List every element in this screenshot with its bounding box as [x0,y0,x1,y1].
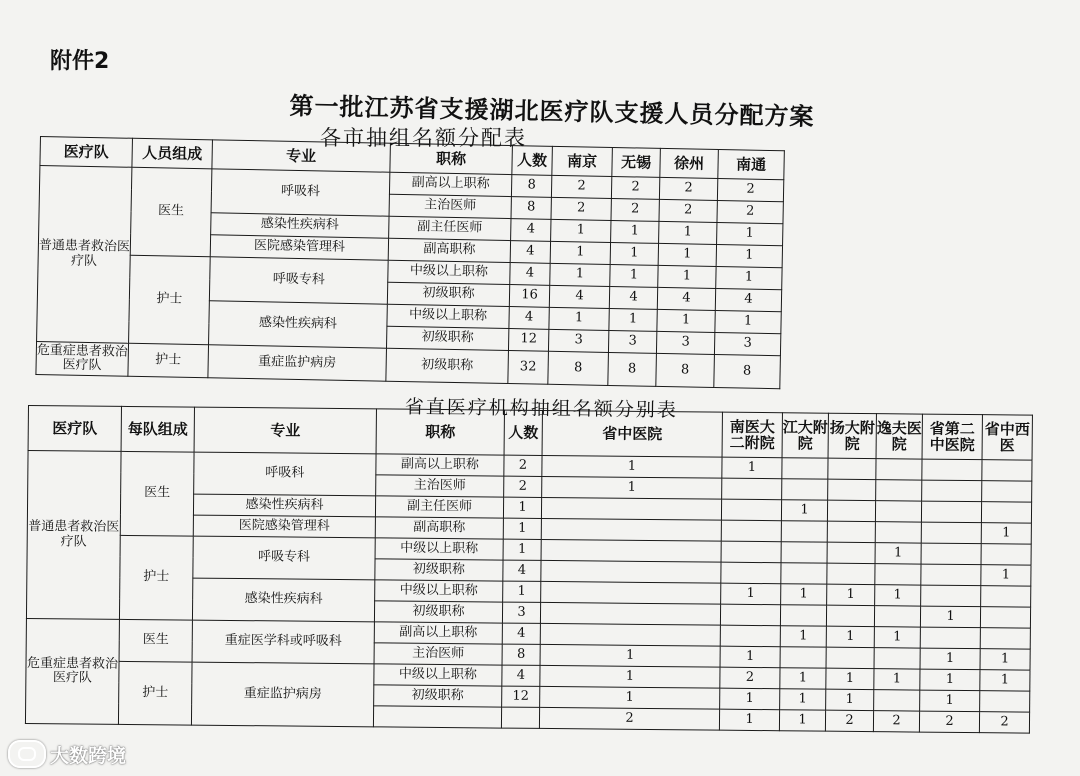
count-cell: 1 [503,518,541,539]
count-cell: 2 [504,455,542,476]
value-cell [540,602,720,625]
major-cell: 医院感染管理科 [193,515,375,538]
value-cell: 2 [717,201,783,224]
title-cell: 副高以上职称 [376,454,504,476]
value-cell: 1 [874,669,920,690]
value-cell: 3 [656,331,714,354]
header-cell: 职称 [376,409,504,455]
value-cell [540,623,720,646]
value-cell [721,562,781,584]
role-cell: 护士 [119,535,193,620]
role-cell: 护士 [128,343,209,378]
value-cell: 1 [716,245,782,268]
value-cell: 2 [611,176,659,199]
value-cell: 4 [549,285,609,308]
value-cell: 1 [781,584,827,605]
major-cell: 呼吸科 [211,169,390,216]
value-cell: 1 [826,668,874,689]
value-cell: 1 [610,264,658,287]
value-cell: 1 [540,665,720,688]
value-cell [980,691,1030,712]
value-cell [981,544,1031,565]
value-cell: 1 [659,221,717,244]
title-cell: 副高职称 [375,517,503,539]
value-cell [980,607,1030,628]
value-cell [876,459,922,480]
value-cell [720,604,780,626]
value-cell: 1 [542,455,722,478]
count-cell: 4 [502,623,540,644]
header-cell: 无锡 [612,147,661,177]
major-cell: 感染性疾病科 [211,213,389,238]
value-cell [541,518,721,541]
value-cell [541,539,721,562]
value-cell: 1 [780,689,826,710]
value-cell [827,500,875,521]
value-cell [780,605,826,626]
header-cell: 医疗队 [40,137,133,168]
title-cell: 副高职称 [388,238,510,262]
value-cell: 1 [550,241,610,264]
table1-caption: 各市抽组名额分配表 [320,126,527,150]
title-cell: 初级职称 [374,685,502,707]
count-cell: 4 [511,219,551,242]
value-cell: 8 [608,352,657,386]
value-cell: 3 [548,329,608,352]
header-cell: 每队组成 [121,406,194,452]
value-cell [874,648,920,669]
role-cell: 医生 [119,619,192,662]
header-cell: 南医大二附院 [722,412,782,458]
title-cell: 初级职称 [374,601,502,623]
value-cell [828,458,876,479]
value-cell [980,628,1030,649]
document-title: 第一批江苏省支援湖北医疗队支援人员分配方案 [289,91,815,131]
value-cell: 1 [780,668,826,689]
header-cell: 逸夫医院 [876,414,922,459]
value-cell [782,479,828,500]
value-cell: 1 [981,565,1031,586]
value-cell: 1 [716,267,782,290]
value-cell: 2 [717,179,783,202]
value-cell: 1 [980,649,1030,670]
value-cell [780,647,826,668]
value-cell [875,522,921,543]
major-cell: 呼吸专科 [193,536,375,580]
value-cell [920,627,980,649]
count-cell: 12 [508,329,548,352]
title-cell: 中级以上职称 [374,664,502,686]
value-cell: 8 [714,354,781,388]
value-cell [922,480,982,502]
value-cell: 1 [980,670,1030,691]
city-allocation-table [35,136,784,389]
value-cell: 2 [611,198,659,221]
value-cell: 1 [609,308,657,331]
title-cell: 主治医师 [389,194,511,218]
value-cell: 1 [540,644,720,667]
institution-allocation-table [25,405,1033,734]
value-cell: 4 [657,287,715,310]
value-cell [876,480,922,501]
value-cell [921,501,981,523]
value-cell [720,625,780,647]
value-cell: 2 [825,710,873,731]
role-cell: 护士 [118,661,192,725]
value-cell: 1 [827,584,875,605]
value-cell: 1 [826,689,874,710]
value-cell [781,521,827,542]
value-cell: 1 [540,686,720,709]
count-cell: 16 [509,285,549,308]
title-cell: 中级以上职称 [375,538,503,560]
header-cell: 省中医院 [542,410,722,457]
role-cell: 护士 [129,255,211,345]
value-cell: 1 [715,310,781,333]
value-cell [781,542,827,563]
title-cell: 初级职称 [375,559,503,581]
value-cell: 1 [611,220,659,243]
value-cell [982,481,1032,502]
value-cell: 1 [874,627,920,648]
value-cell: 2 [873,711,919,732]
role-cell: 医生 [120,451,194,536]
title-cell: 初级职称 [387,282,509,306]
value-cell: 2 [919,711,979,733]
title-cell [373,706,501,728]
value-cell: 1 [658,243,716,266]
major-cell: 感染性疾病科 [209,301,388,348]
team-cell: 普通患者救治医疗队 [26,451,121,620]
value-cell: 3 [714,332,780,355]
title-cell: 中级以上职称 [388,260,510,284]
value-cell [981,502,1031,523]
title-cell: 初级职称 [386,348,509,383]
value-cell: 1 [920,606,980,628]
value-cell: 2 [659,177,717,200]
title-cell: 中级以上职称 [387,304,509,328]
header-cell: 徐州 [660,148,719,178]
title-cell: 副主任医师 [375,496,503,518]
value-cell [541,581,721,604]
title-cell: 主治医师 [374,643,502,665]
value-cell: 1 [549,307,609,330]
value-cell: 1 [551,219,611,242]
institution-allocation-table-wrapper [25,405,1033,734]
value-cell: 1 [779,710,825,731]
value-cell: 1 [542,476,722,499]
watermark [8,740,126,768]
header-cell: 人员组成 [132,138,213,169]
title-cell: 主治医师 [376,475,504,497]
header-cell: 人数 [504,410,542,455]
value-cell [826,605,874,626]
header-cell: 省中西医 [982,415,1032,460]
value-cell: 3 [608,330,656,353]
value-cell: 1 [781,500,827,521]
major-cell: 感染性疾病科 [193,494,375,517]
value-cell: 1 [720,646,780,668]
value-cell: 1 [875,585,921,606]
value-cell: 1 [920,648,980,670]
title-cell: 副高以上职称 [374,622,502,644]
count-cell: 4 [509,307,549,330]
watermark-logo-icon [8,740,46,768]
title-cell: 初级职称 [386,326,508,350]
value-cell: 1 [920,669,980,691]
count-cell: 4 [510,263,550,286]
count-cell: 2 [504,476,542,497]
count-cell: 1 [503,539,541,560]
value-cell: 1 [550,263,610,286]
value-cell: 1 [720,688,780,710]
attachment-label: 附件2 [50,49,110,74]
count-cell: 1 [503,581,541,602]
team-cell: 危重症患者救治医疗队 [36,341,129,376]
count-cell: 12 [502,686,540,707]
header-cell: 扬大附院 [828,413,876,458]
major-cell: 重症监护病房 [208,345,387,381]
value-cell: 2 [979,712,1029,733]
header-cell: 专业 [212,140,391,172]
team-cell: 普通患者救治医疗队 [37,166,132,344]
value-cell [922,459,982,481]
count-cell: 8 [511,175,551,198]
major-cell: 呼吸科 [194,452,376,496]
value-cell [827,521,875,542]
value-cell: 1 [722,457,782,479]
count-cell: 4 [510,241,550,264]
value-cell [827,563,875,584]
value-cell [874,690,920,711]
value-cell: 1 [610,242,658,265]
major-cell: 重症医学科或呼吸科 [192,620,374,664]
header-cell: 人数 [512,146,553,176]
value-cell: 8 [548,351,609,385]
value-cell: 1 [981,523,1031,544]
header-cell: 南京 [552,146,613,176]
value-cell: 1 [717,223,783,246]
major-cell: 重症监护病房 [191,662,374,727]
value-cell: 2 [539,707,719,730]
value-cell [921,585,981,607]
count-cell: 4 [503,560,541,581]
value-cell: 2 [720,667,780,689]
value-cell: 2 [551,197,611,220]
watermark-text: 大数跨境 [50,744,127,767]
value-cell [721,499,781,521]
value-cell: 2 [551,175,611,198]
value-cell [722,478,782,500]
header-cell: 南通 [718,150,785,180]
count-cell [501,707,539,728]
header-cell: 专业 [194,407,376,454]
value-cell: 1 [826,626,874,647]
value-cell [721,520,781,542]
value-cell: 8 [656,353,715,387]
count-cell: 32 [508,351,549,385]
value-cell [874,606,920,627]
value-cell [875,564,921,585]
city-allocation-table-wrapper [35,136,784,389]
value-cell [827,542,875,563]
value-cell [781,563,827,584]
title-cell: 中级以上职称 [375,580,503,602]
count-cell: 8 [502,644,540,665]
value-cell: 1 [719,709,779,731]
value-cell [875,501,921,522]
header-cell: 江大附院 [782,413,828,458]
major-cell: 感染性疾病科 [192,578,374,622]
value-cell: 1 [920,690,980,712]
team-cell: 危重症患者救治医疗队 [25,618,119,724]
count-cell: 4 [502,665,540,686]
value-cell [982,460,1032,481]
header-cell: 医疗队 [28,406,121,452]
value-cell: 4 [715,288,781,311]
major-cell: 呼吸专科 [209,257,388,304]
count-cell: 8 [511,197,551,220]
value-cell [981,586,1031,607]
value-cell [721,541,781,563]
value-cell [826,647,874,668]
value-cell [828,479,876,500]
value-cell [921,522,981,544]
count-cell: 1 [503,497,541,518]
role-cell: 医生 [130,167,212,257]
table2-caption: 省直医疗机构抽组名额分别表 [404,395,678,422]
count-cell: 3 [502,602,540,623]
value-cell: 2 [659,199,717,222]
value-cell: 1 [658,265,716,288]
header-cell: 省第二中医院 [922,414,982,460]
value-cell [541,497,721,520]
major-cell: 医院感染管理科 [210,235,388,260]
value-cell: 1 [657,309,715,332]
value-cell: 1 [780,626,826,647]
value-cell: 1 [875,543,921,564]
header-cell: 职称 [390,143,513,174]
value-cell: 4 [609,286,657,309]
title-cell: 副高以上职称 [389,172,511,196]
value-cell [921,543,981,565]
title-cell: 副主任医师 [389,216,511,240]
value-cell [782,458,828,479]
value-cell [541,560,721,583]
value-cell: 1 [721,583,781,605]
value-cell [921,564,981,586]
